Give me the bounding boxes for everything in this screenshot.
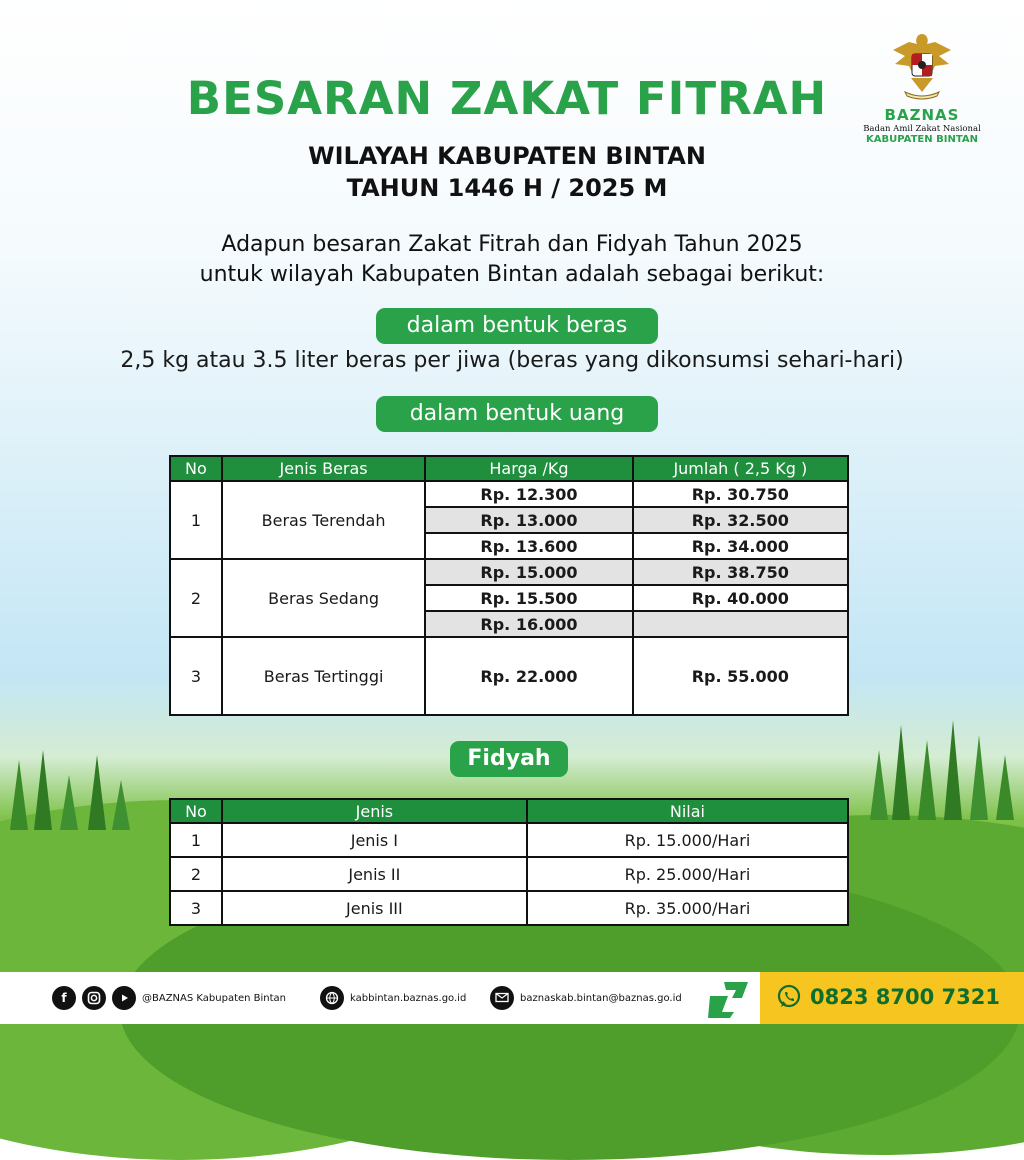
header-jenis-beras: Jenis Beras (222, 456, 425, 481)
price-cell: Rp. 16.000 (425, 611, 632, 637)
header-harga: Harga /Kg (425, 456, 632, 481)
fidyah-type: Jenis I (222, 823, 527, 857)
social-links (52, 986, 286, 1010)
table-row (170, 891, 848, 925)
rice-type: Beras Sedang (222, 559, 425, 637)
logo-name: BAZNAS (884, 106, 960, 124)
fidyah-value: Rp. 15.000/Hari (527, 823, 848, 857)
phone-contact[interactable] (776, 984, 1000, 1010)
fidyah-table (169, 798, 849, 926)
table-row (170, 857, 848, 891)
email-text: baznaskab.bintan@baznas.go.id (520, 992, 682, 1004)
rice-type: Beras Terendah (222, 481, 425, 559)
price-cell: Rp. 15.500 (425, 585, 632, 611)
page-title: BESARAN ZAKAT FITRAH (186, 72, 828, 125)
total-cell: Rp. 38.750 (633, 559, 848, 585)
total-cell: Rp. 32.500 (633, 507, 848, 533)
logo-region: KABUPATEN BINTAN (866, 134, 978, 145)
email-link[interactable] (490, 986, 682, 1010)
table-row (170, 481, 848, 507)
money-section-label: dalam bentuk uang (376, 396, 658, 432)
rice-type: Beras Tertinggi (222, 637, 425, 715)
intro-line-2: untuk wilayah Kabupaten Bintan adalah sebagai berikut: (199, 262, 825, 287)
total-cell (633, 611, 848, 637)
fidyah-value: Rp. 35.000/Hari (527, 891, 848, 925)
row-no: 2 (170, 857, 222, 891)
youtube-icon[interactable] (112, 986, 136, 1010)
table-row (170, 823, 848, 857)
rice-section-label: dalam bentuk beras (376, 308, 658, 344)
table-header-row (170, 799, 848, 823)
fidyah-value: Rp. 25.000/Hari (527, 857, 848, 891)
subtitle-region: WILAYAH KABUPATEN BINTAN (308, 142, 706, 170)
price-cell: Rp. 13.000 (425, 507, 632, 533)
row-no: 1 (170, 823, 222, 857)
table-row (170, 559, 848, 585)
header-jenis: Jenis (222, 799, 527, 823)
rice-description: 2,5 kg atau 3.5 liter beras per jiwa (beras yang dikonsumsi sehari-hari) (120, 348, 904, 373)
website-link[interactable] (320, 986, 466, 1010)
header-no: No (170, 456, 222, 481)
intro-line-1: Adapun besaran Zakat Fitrah dan Fidyah Tahun 2025 (221, 232, 803, 257)
row-no: 3 (170, 637, 222, 715)
website-text: kabbintan.baznas.go.id (350, 992, 467, 1004)
phone-number: 0823 8700 7321 (810, 985, 1000, 1009)
social-handle[interactable]: @BAZNAS Kabupaten Bintan (142, 992, 287, 1004)
globe-icon (320, 986, 344, 1010)
logo-subtitle: Badan Amil Zakat Nasional (863, 124, 981, 134)
header-nilai: Nilai (527, 799, 848, 823)
subtitle-year: TAHUN 1446 H / 2025 M (346, 174, 668, 202)
row-no: 3 (170, 891, 222, 925)
total-cell: Rp. 34.000 (633, 533, 848, 559)
facebook-icon[interactable]: f (52, 986, 76, 1010)
fidyah-label: Fidyah (450, 741, 568, 777)
price-cell: Rp. 12.300 (425, 481, 632, 507)
instagram-icon[interactable] (82, 986, 106, 1010)
price-cell: Rp. 15.000 (425, 559, 632, 585)
total-cell: Rp. 40.000 (633, 585, 848, 611)
total-cell: Rp. 30.750 (633, 481, 848, 507)
header-no: No (170, 799, 222, 823)
total-cell: Rp. 55.000 (633, 637, 848, 715)
table-header-row (170, 456, 848, 481)
fidyah-type: Jenis III (222, 891, 527, 925)
header-jumlah: Jumlah ( 2,5 Kg ) (633, 456, 848, 481)
price-cell: Rp. 22.000 (425, 637, 632, 715)
fidyah-type: Jenis II (222, 857, 527, 891)
baznas-mark-icon (706, 978, 752, 1020)
whatsapp-icon (776, 984, 802, 1010)
row-no: 1 (170, 481, 222, 559)
row-no: 2 (170, 559, 222, 637)
price-cell: Rp. 13.600 (425, 533, 632, 559)
money-table (169, 455, 849, 716)
table-row (170, 637, 848, 715)
email-icon (490, 986, 514, 1010)
